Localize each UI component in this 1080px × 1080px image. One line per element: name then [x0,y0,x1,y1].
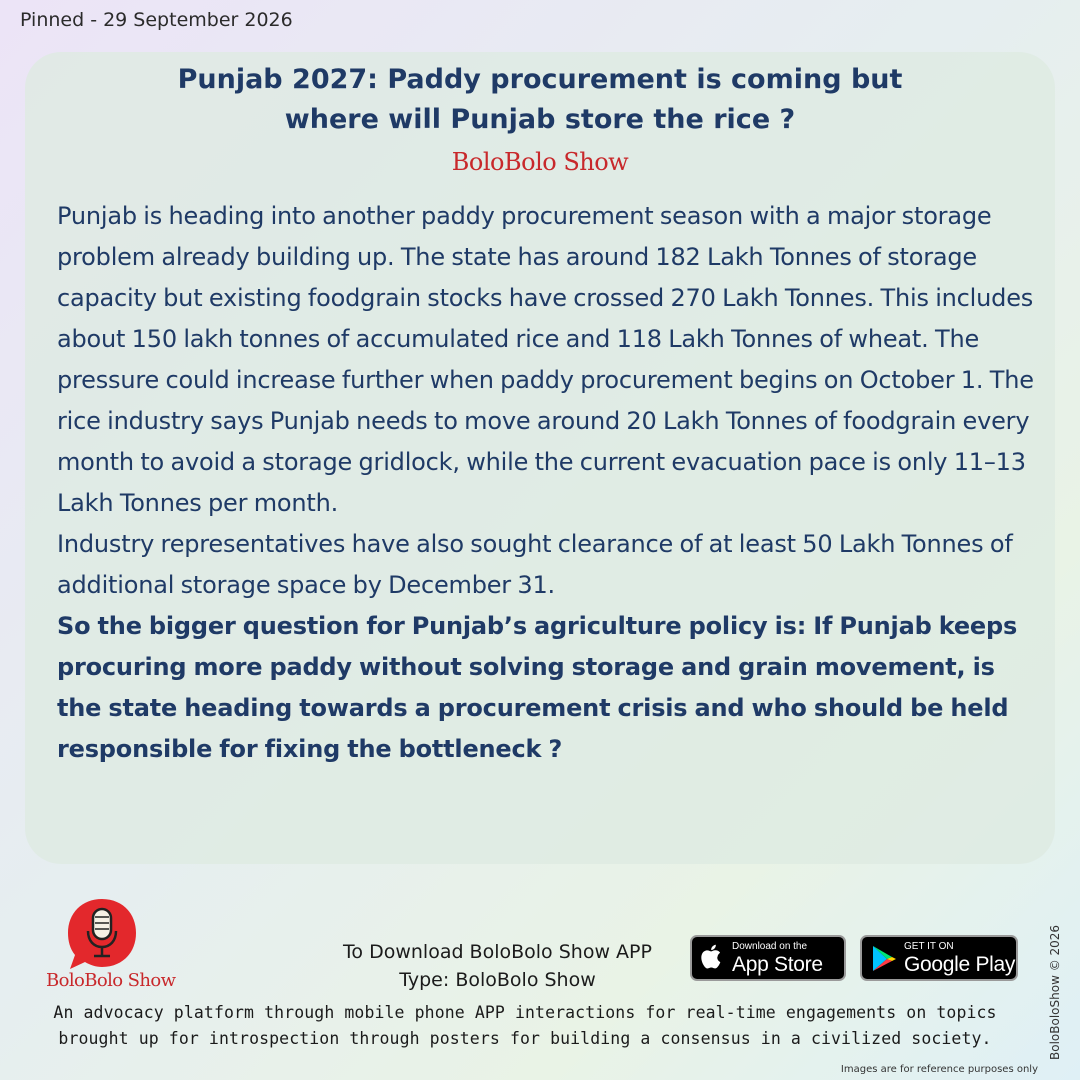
app-store-big-text: App Store [732,952,823,976]
download-instructions [310,938,685,994]
google-play-badge[interactable] [860,935,1018,981]
app-store-small-text: Download on the [732,940,808,952]
download-line-1: To Download BoloBolo Show APP [343,941,652,963]
post-body [57,196,1037,770]
tagline [30,1000,1020,1052]
tagline-line-2: brought up for introspection through posters for building a consensus in a civilized society. [58,1029,992,1048]
post-title-line-2: where will Punjab store the rice ? [284,104,796,135]
paragraph-2: Industry representatives have also sought clearance of at least 50 Lakh Tonnes of additional storage space by December 31. [57,530,1013,599]
google-play-icon [862,938,904,978]
paragraph-1: Punjab is heading into another paddy procurement season with a major storage problem already building up. The state has around 182 Lakh Tonnes of storage capacity but existing foodgrain stocks have crossed 270 Lakh Tonnes. This includes about 150 lakh tonnes of accumulated rice and 118 Lakh Tonnes of wheat. The pressure could increase further when paddy procurement begins on October 1. The rice industry says Punjab needs to move around 20 Lakh Tonnes of foodgrain every month to avoid a storage gridlock, while the current evacuation pace is only 11–13 Lakh Tonnes per month. [57,202,1034,517]
post-title-line-1: Punjab 2027: Paddy procurement is coming but [177,64,903,95]
pinned-label: Pinned - 29 September 2026 [20,9,293,31]
app-store-badge[interactable] [690,935,846,981]
microphone-logo-icon [62,893,142,973]
download-line-2: Type: BoloBolo Show [399,969,596,991]
post-title [0,60,1080,140]
google-play-big-text: Google Play [904,952,1016,976]
question-paragraph: So the bigger question for Punjab’s agriculture policy is: If Punjab keeps procuring more paddy without solving storage and grain movement, is the state heading towards a procurement crisis and who should be held responsible for fixing the bottleneck ? [57,612,1018,763]
brand-wordmark: BoloBolo Show [451,148,629,176]
side-credit: BoloBoloShow © 2026 [1048,924,1062,1060]
tagline-line-1: An advocacy platform through mobile phone APP interactions for real-time engagements on topics [53,1003,997,1022]
apple-icon [692,938,732,978]
google-play-small-text: GET IT ON [904,940,954,952]
logo-wordmark: BoloBolo Show [46,970,176,991]
disclaimer: Images are for reference purposes only [840,1064,1038,1075]
